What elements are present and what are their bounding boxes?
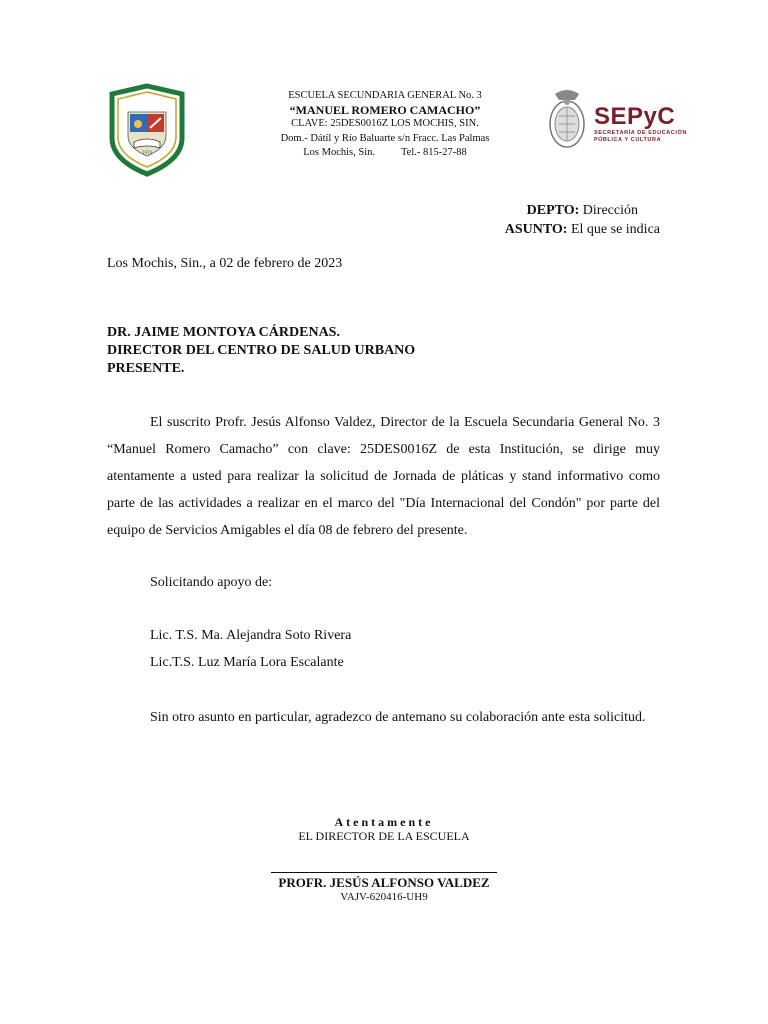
date-line: Los Mochis, Sin., a 02 de febrero de 2023 bbox=[107, 256, 343, 271]
school-clave-line: CLAVE: 25DES0016Z LOS MOCHIS, SIN. bbox=[291, 118, 479, 130]
sepyc-subtitle-2: PÚBLICA Y CULTURA bbox=[594, 137, 662, 143]
signer-name: PROFR. JESÚS ALFONSO VALDEZ bbox=[278, 875, 490, 890]
sepyc-brand bbox=[594, 104, 687, 144]
depto-label: DEPTO: bbox=[526, 203, 580, 218]
recipient-greeting: PRESENTE. bbox=[107, 361, 185, 376]
recipient-title: DIRECTOR DEL CENTRO DE SALUD URBANO bbox=[107, 343, 416, 358]
recipient-name: DR. JAIME MONTOYA CÁRDENAS. bbox=[107, 325, 340, 340]
body-paragraph-closing: Sin otro asunto en particular, agradezco de antemano su colaboración ante esta solicitud. bbox=[150, 710, 646, 725]
signature-line bbox=[271, 872, 497, 873]
sepyc-subtitle-1: SECRETARÍA DE EDUCACIÓN bbox=[594, 130, 687, 136]
asunto-value: El que se indica bbox=[570, 222, 660, 237]
body-paragraph-request: El suscrito Profr. Jesús Alfonso Valdez, Director de la Escuela Secundaria General No. 3 “Manuel Romero Camacho” con clave: 25DES0016Z de esta Institución, se dirige muy atentamente a usted para realizar la solicitud de Jornada de pláticas y stand informativo como parte de las actividades a realizar en el marco del "Día Internacional del Condón" por parte del equipo de Servicios Amigables el día 08 de febrero del presente. bbox=[107, 415, 660, 538]
school-tel: Tel.- 815-27-88 bbox=[401, 146, 467, 158]
letter-meta bbox=[505, 201, 660, 239]
support-person-2: Lic.T.S. Luz María Lora Escalante bbox=[150, 655, 344, 670]
school-city: Los Mochis, Sin. bbox=[303, 146, 375, 158]
signer-role: EL DIRECTOR DE LA ESCUELA bbox=[298, 829, 470, 843]
state-seal-logo bbox=[545, 86, 589, 152]
body-paragraph-support: Solicitando apoyo de: bbox=[150, 575, 273, 590]
closing-salutation: Atentamente bbox=[334, 815, 434, 829]
school-honoree-line: “MANUEL ROMERO CAMACHO” bbox=[289, 103, 481, 118]
asunto-label: ASUNTO: bbox=[504, 222, 568, 237]
school-crest-logo bbox=[98, 80, 196, 178]
signer-code: VAJV-620416-UH9 bbox=[340, 891, 428, 903]
sepyc-wordmark: SEPyC bbox=[594, 103, 676, 130]
svg-text:1970: 1970 bbox=[141, 150, 153, 155]
depto-value: Dirección bbox=[582, 203, 638, 218]
recipient-block bbox=[107, 324, 415, 378]
school-name-line: ESCUELA SECUNDARIA GENERAL No. 3 bbox=[288, 90, 482, 101]
school-address-line: Dom.- Dátil y Río Baluarte s/n Fracc. Las Palmas bbox=[280, 132, 490, 144]
asunto-row bbox=[505, 220, 660, 239]
school-header bbox=[250, 89, 520, 160]
depto-row bbox=[505, 201, 638, 220]
support-person-1: Lic. T.S. Ma. Alejandra Soto Rivera bbox=[150, 628, 352, 643]
school-city-tel-line bbox=[250, 146, 520, 160]
